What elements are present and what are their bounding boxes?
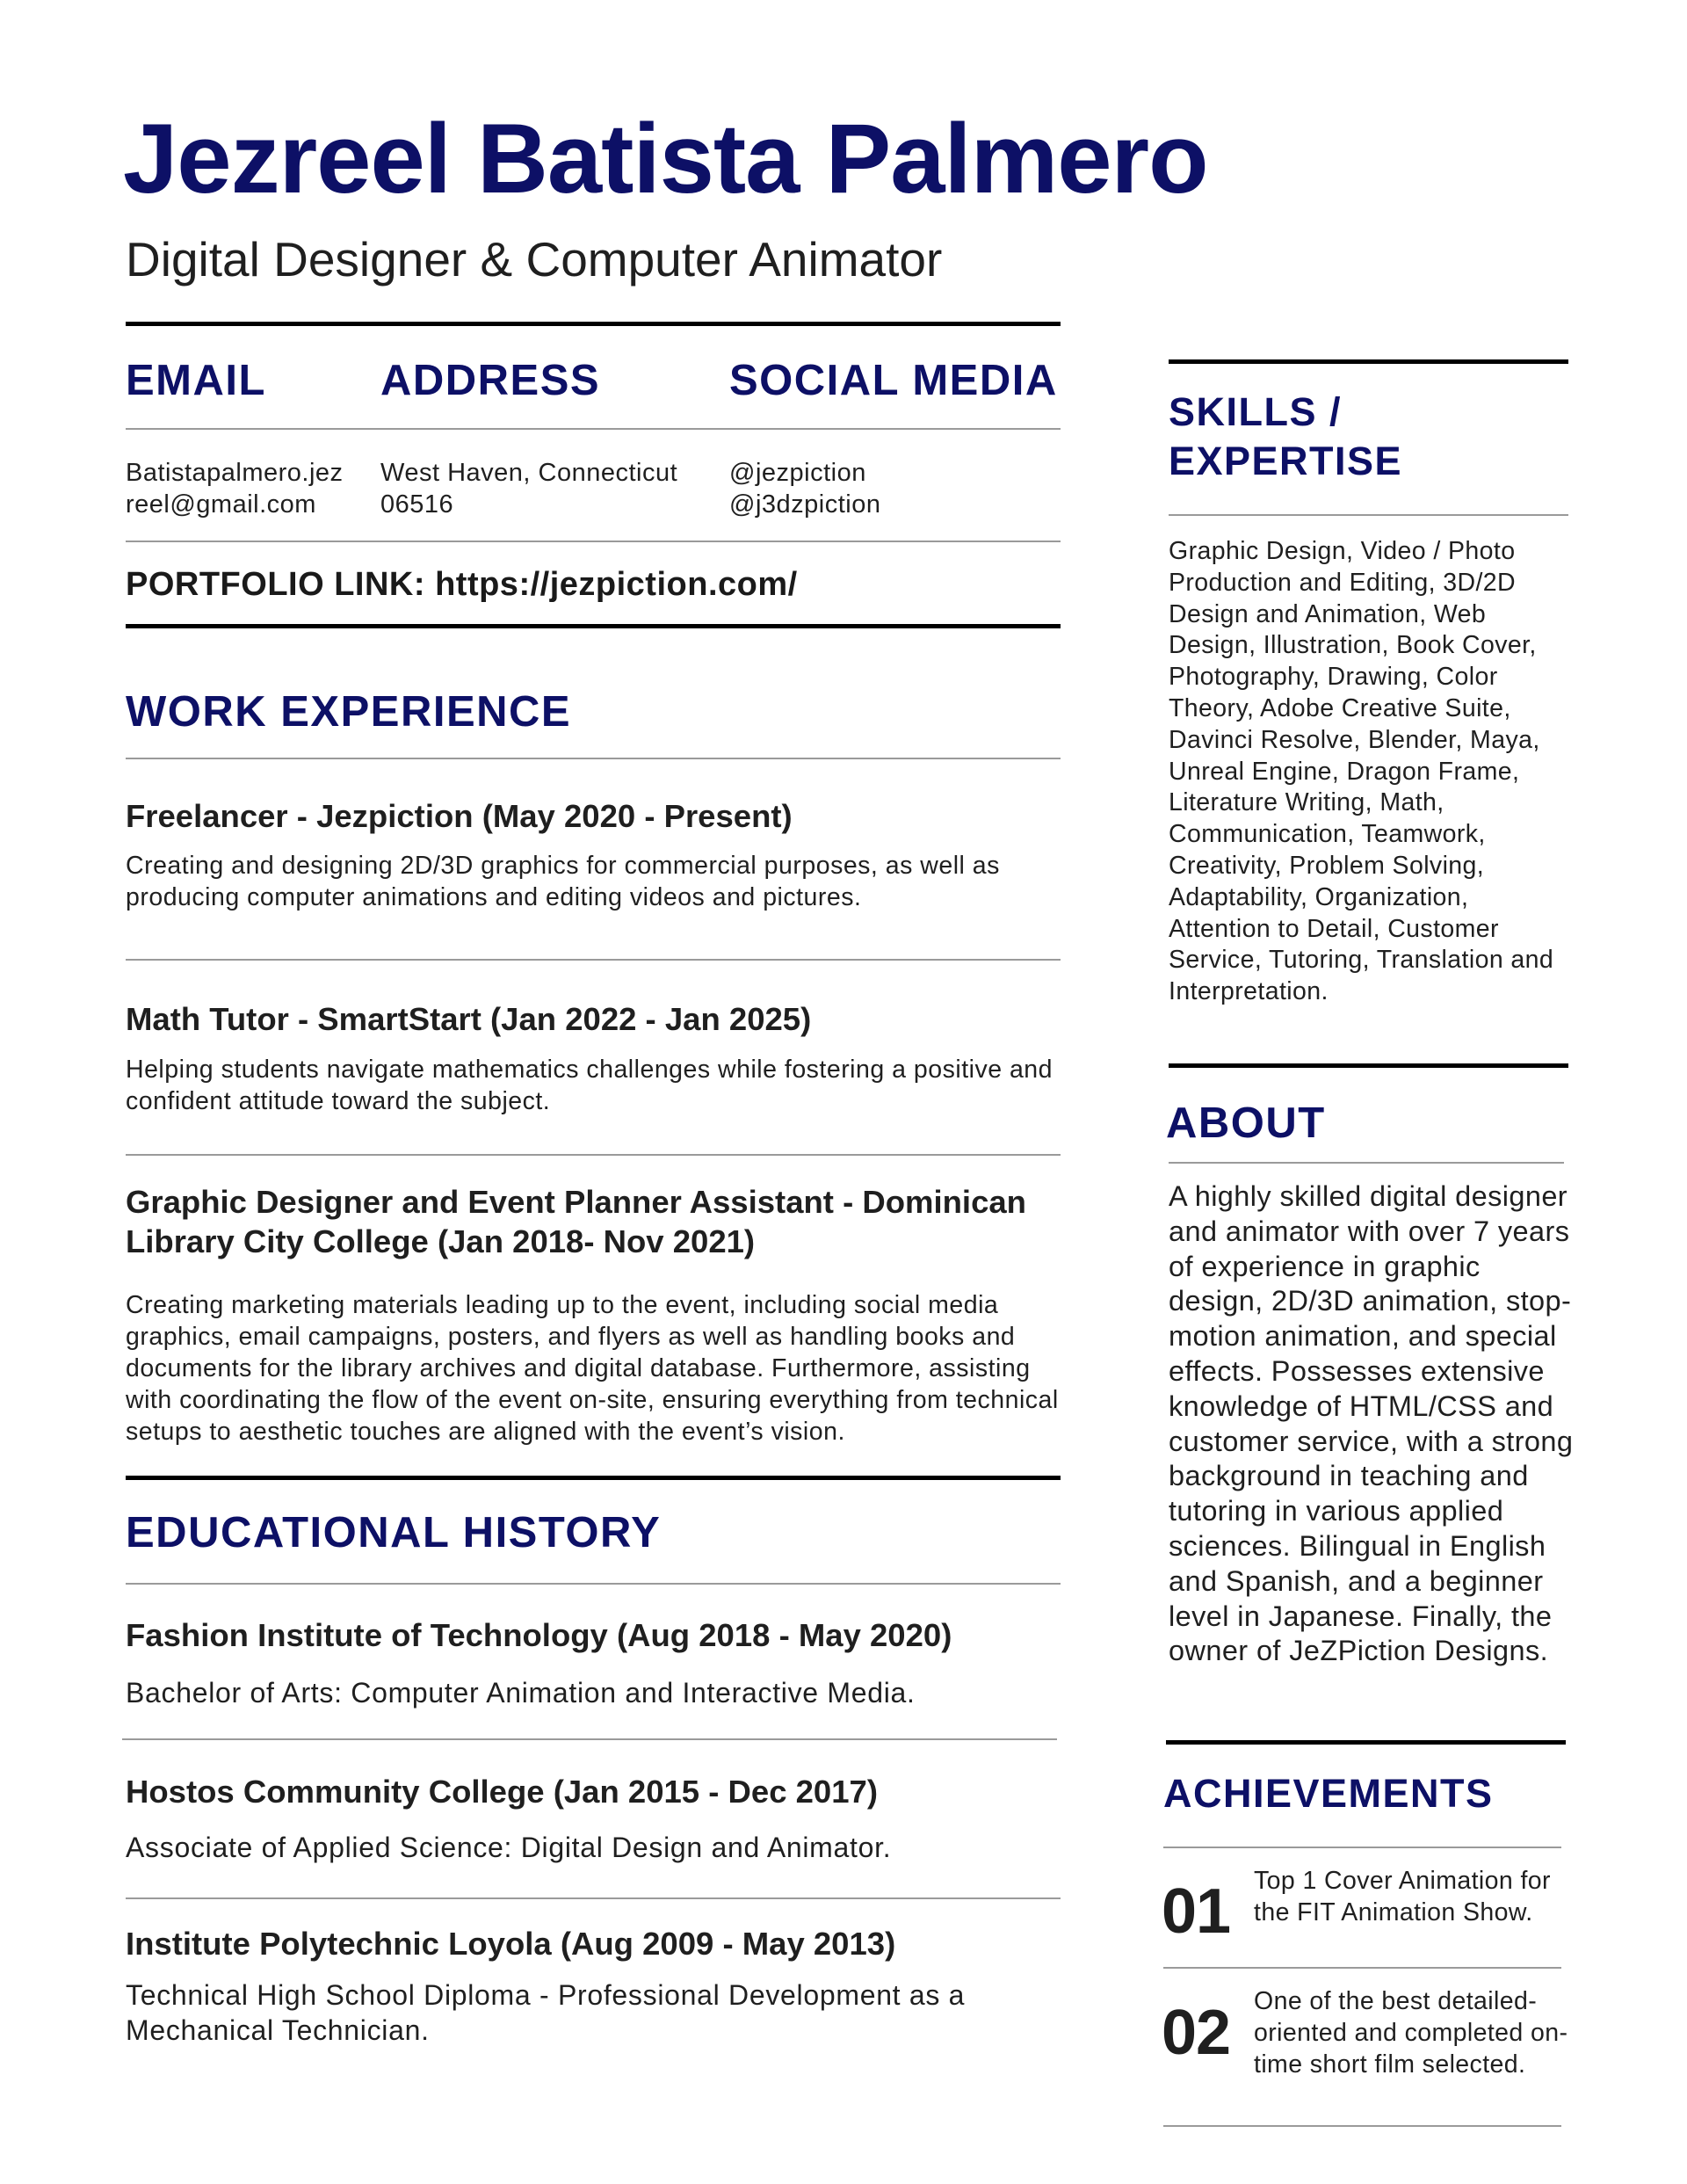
achievement-text: One of the best detailed-oriented and completed on-time short film selected. (1254, 1987, 1568, 2079)
divider (1169, 514, 1568, 516)
divider (126, 624, 1061, 628)
email-line: reel@gmail.com (126, 490, 316, 519)
divider (126, 428, 1061, 430)
work-experience-heading: WORK EXPERIENCE (126, 688, 572, 736)
divider (1163, 1967, 1561, 1969)
school-degree: Bachelor of Arts: Computer Animation and Interactive Media. (126, 1677, 916, 1709)
school-title: Fashion Institute of Technology (Aug 2018 - May 2020) (126, 1617, 952, 1653)
divider (126, 1897, 1061, 1899)
job-entry-description: Helping students navigate mathematics challenges while fostering a positive and confident attitude toward the subject. (126, 1056, 1053, 1115)
email-heading: EMAIL (126, 357, 266, 404)
job-entry-title: Freelancer - Jezpiction (May 2020 - Present) (126, 798, 793, 834)
address-heading: ADDRESS (380, 357, 601, 404)
achievement-number: 02 (1162, 1998, 1231, 2068)
job-entry-title: Math Tutor - SmartStart (Jan 2022 - Jan 2025) (126, 1001, 812, 1037)
divider (126, 541, 1061, 542)
skills-heading-line: SKILLS / (1169, 389, 1343, 434)
skills-heading-line: EXPERTISE (1169, 439, 1403, 483)
school-degree: Technical High School Diploma - Professional Development as a Mechanical Technician. (126, 1979, 966, 2046)
skills-list: Graphic Design, Video / Photo Production and Editing, 3D/2D Design and Animation, Web Design, Illustration, Book Cover, Photography, Drawing, Color Theory, Adobe Creative Suite, Davinci Resolve, Blender, Maya, Unreal Engine, Dragon Frame, Literature Writing, Math, Communication, Teamwork, Creativity, Problem Solving, Adaptability, Organization, Attention to Detail, Customer Service, Tutoring, Translation and Interpretation. (1169, 537, 1554, 1006)
divider (126, 758, 1061, 759)
job-entry-description: Creating marketing materials leading up to the event, including social media graphics, email campaigns, posters, and flyers as well as handling books and documents for the library archives and digital database. Furthermore, assisting with coordinating the flow of the event on-site, ensuring everything from technical setups to aesthetic touches are aligned with the event’s vision. (126, 1291, 1059, 1446)
divider (1163, 1847, 1561, 1848)
school-title: Institute Polytechnic Loyola (Aug 2009 - May 2013) (126, 1926, 896, 1962)
school-title: Hostos Community College (Jan 2015 - Dec 2017) (126, 1774, 878, 1810)
achievement-text: Top 1 Cover Animation for the FIT Animation Show. (1254, 1867, 1551, 1926)
divider (126, 322, 1061, 326)
divider (1163, 2125, 1561, 2127)
divider (126, 1583, 1061, 1585)
divider (126, 1476, 1061, 1480)
social-media-heading: SOCIAL MEDIA (729, 357, 1058, 404)
achievements-heading: ACHIEVEMENTS (1163, 1771, 1494, 1816)
divider (1169, 1063, 1568, 1068)
divider (126, 1154, 1061, 1156)
divider (1169, 1162, 1564, 1164)
divider (1166, 1740, 1566, 1745)
job-entry-title: Graphic Designer and Event Planner Assistant - Dominican Library City College (Jan 2018- Nov 2021) (126, 1184, 1026, 1259)
job-title: Digital Designer & Computer Animator (126, 232, 943, 287)
address-value (380, 457, 677, 520)
about-paragraph: A highly skilled digital designer and animator with over 7 years of experience in graphic design, 2D/3D animation, stop-motion animation, and special effects. Possesses extensive knowledge of HTML/CSS and customer service, with a strong background in teaching and tutoring in various applied sciences. Bilingual in English and Spanish, and a beginner level in Japanese. Finally, the owner of JeZPiction Designs. (1169, 1180, 1574, 1667)
address-line: 06516 (380, 490, 454, 519)
social-handle[interactable]: @j3dzpiction (729, 490, 881, 519)
achievement-number: 01 (1162, 1876, 1231, 1947)
address-line: West Haven, Connecticut (380, 459, 678, 487)
social-handle[interactable]: @jezpiction (729, 459, 866, 487)
school-degree: Associate of Applied Science: Digital Design and Animator. (126, 1832, 892, 1863)
divider (126, 959, 1061, 961)
job-entry-description: Creating and designing 2D/3D graphics for commercial purposes, as well as producing computer animations and editing videos and pictures. (126, 852, 1000, 911)
about-heading: ABOUT (1166, 1099, 1326, 1147)
social-media-value (729, 457, 880, 520)
email-value[interactable] (126, 457, 344, 520)
divider (1169, 359, 1568, 364)
candidate-name: Jezreel Batista Palmero (123, 104, 1208, 214)
portfolio-link[interactable]: PORTFOLIO LINK: https://jezpiction.com/ (126, 566, 798, 603)
divider (122, 1738, 1057, 1740)
skills-heading (1169, 388, 1402, 486)
educational-history-heading: EDUCATIONAL HISTORY (126, 1509, 662, 1556)
email-line: Batistapalmero.jez (126, 459, 344, 487)
